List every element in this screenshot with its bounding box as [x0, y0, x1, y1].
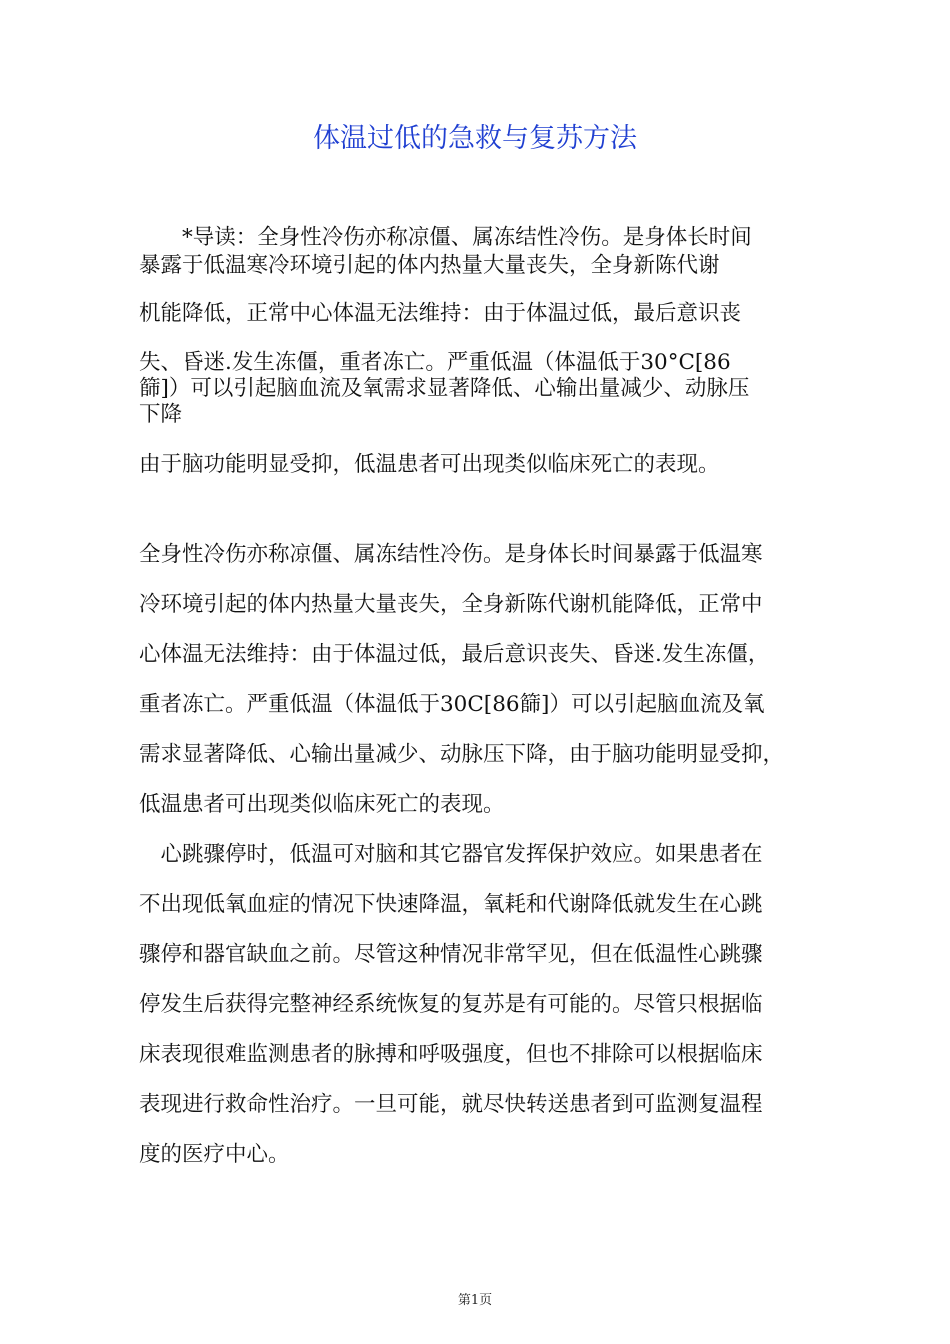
text-line: 表现进行救命性治疗。一旦可能，就尽快转送患者到可监测复温程	[139, 1092, 763, 1117]
text-line: 骤停和器官缺血之前。尽管这种情况非常罕见，但在低温性心跳骤	[139, 942, 763, 967]
text-line: 停发生后获得完整神经系统恢复的复苏是有可能的。尽管只根据临	[139, 992, 763, 1017]
text-line: 机能降低，正常中心体温无法维持：由于体温过低，最后意识丧	[139, 301, 742, 326]
text-line: 需求显著降低、心输出量减少、动脉压下降，由于脑功能明显受抑，	[139, 742, 785, 767]
document-title: 体温过低的急救与复苏方法	[313, 123, 637, 154]
text-line: 全身性冷伤亦称凉僵、属冻结性冷伤。是身体长时间暴露于低温寒	[139, 542, 763, 567]
text-line: 下降	[139, 402, 183, 427]
text-line: 床表现很难监测患者的脉搏和呼吸强度，但也不排除可以根据临床	[139, 1042, 763, 1067]
text-line: 重者冻亡。严重低温（体温低于30C[86篩]）可以引起脑血流及氧	[139, 692, 765, 717]
text-line: 度的医疗中心。	[139, 1142, 290, 1167]
text-line: 不出现低氧血症的情况下快速降温，氧耗和代谢降低就发生在心跳	[139, 892, 763, 917]
text-line: 低温患者可出现类似临床死亡的表现。	[139, 792, 505, 817]
text-line: 冷环境引起的体内热量大量丧失，全身新陈代谢机能降低，正常中	[139, 592, 763, 617]
page-number: 第1页	[457, 1293, 493, 1308]
text-line: 由于脑功能明显受抑，低温患者可出现类似临床死亡的表现。	[139, 452, 720, 477]
text-line: 心跳骤停时，低温可对脑和其它器官发挥保护效应。如果患者在	[139, 842, 763, 867]
text-line: 心体温无法维持：由于体温过低，最后意识丧失、昏迷.发生冻僵，	[139, 642, 770, 667]
text-line: 暴露于低温寒冷环境引起的体内热量大量丧失，全身新陈代谢	[139, 253, 720, 278]
text-line: 失、昏迷.发生冻僵，重者冻亡。严重低温（体温低于30°C[86	[139, 350, 731, 375]
text-line: 篩]）可以引起脑血流及氧需求显著降低、心输出量减少、动脉压	[139, 376, 750, 401]
text-line: *导读：全身性冷伤亦称凉僵、属冻结性冷伤。是身体长时间	[139, 225, 752, 250]
